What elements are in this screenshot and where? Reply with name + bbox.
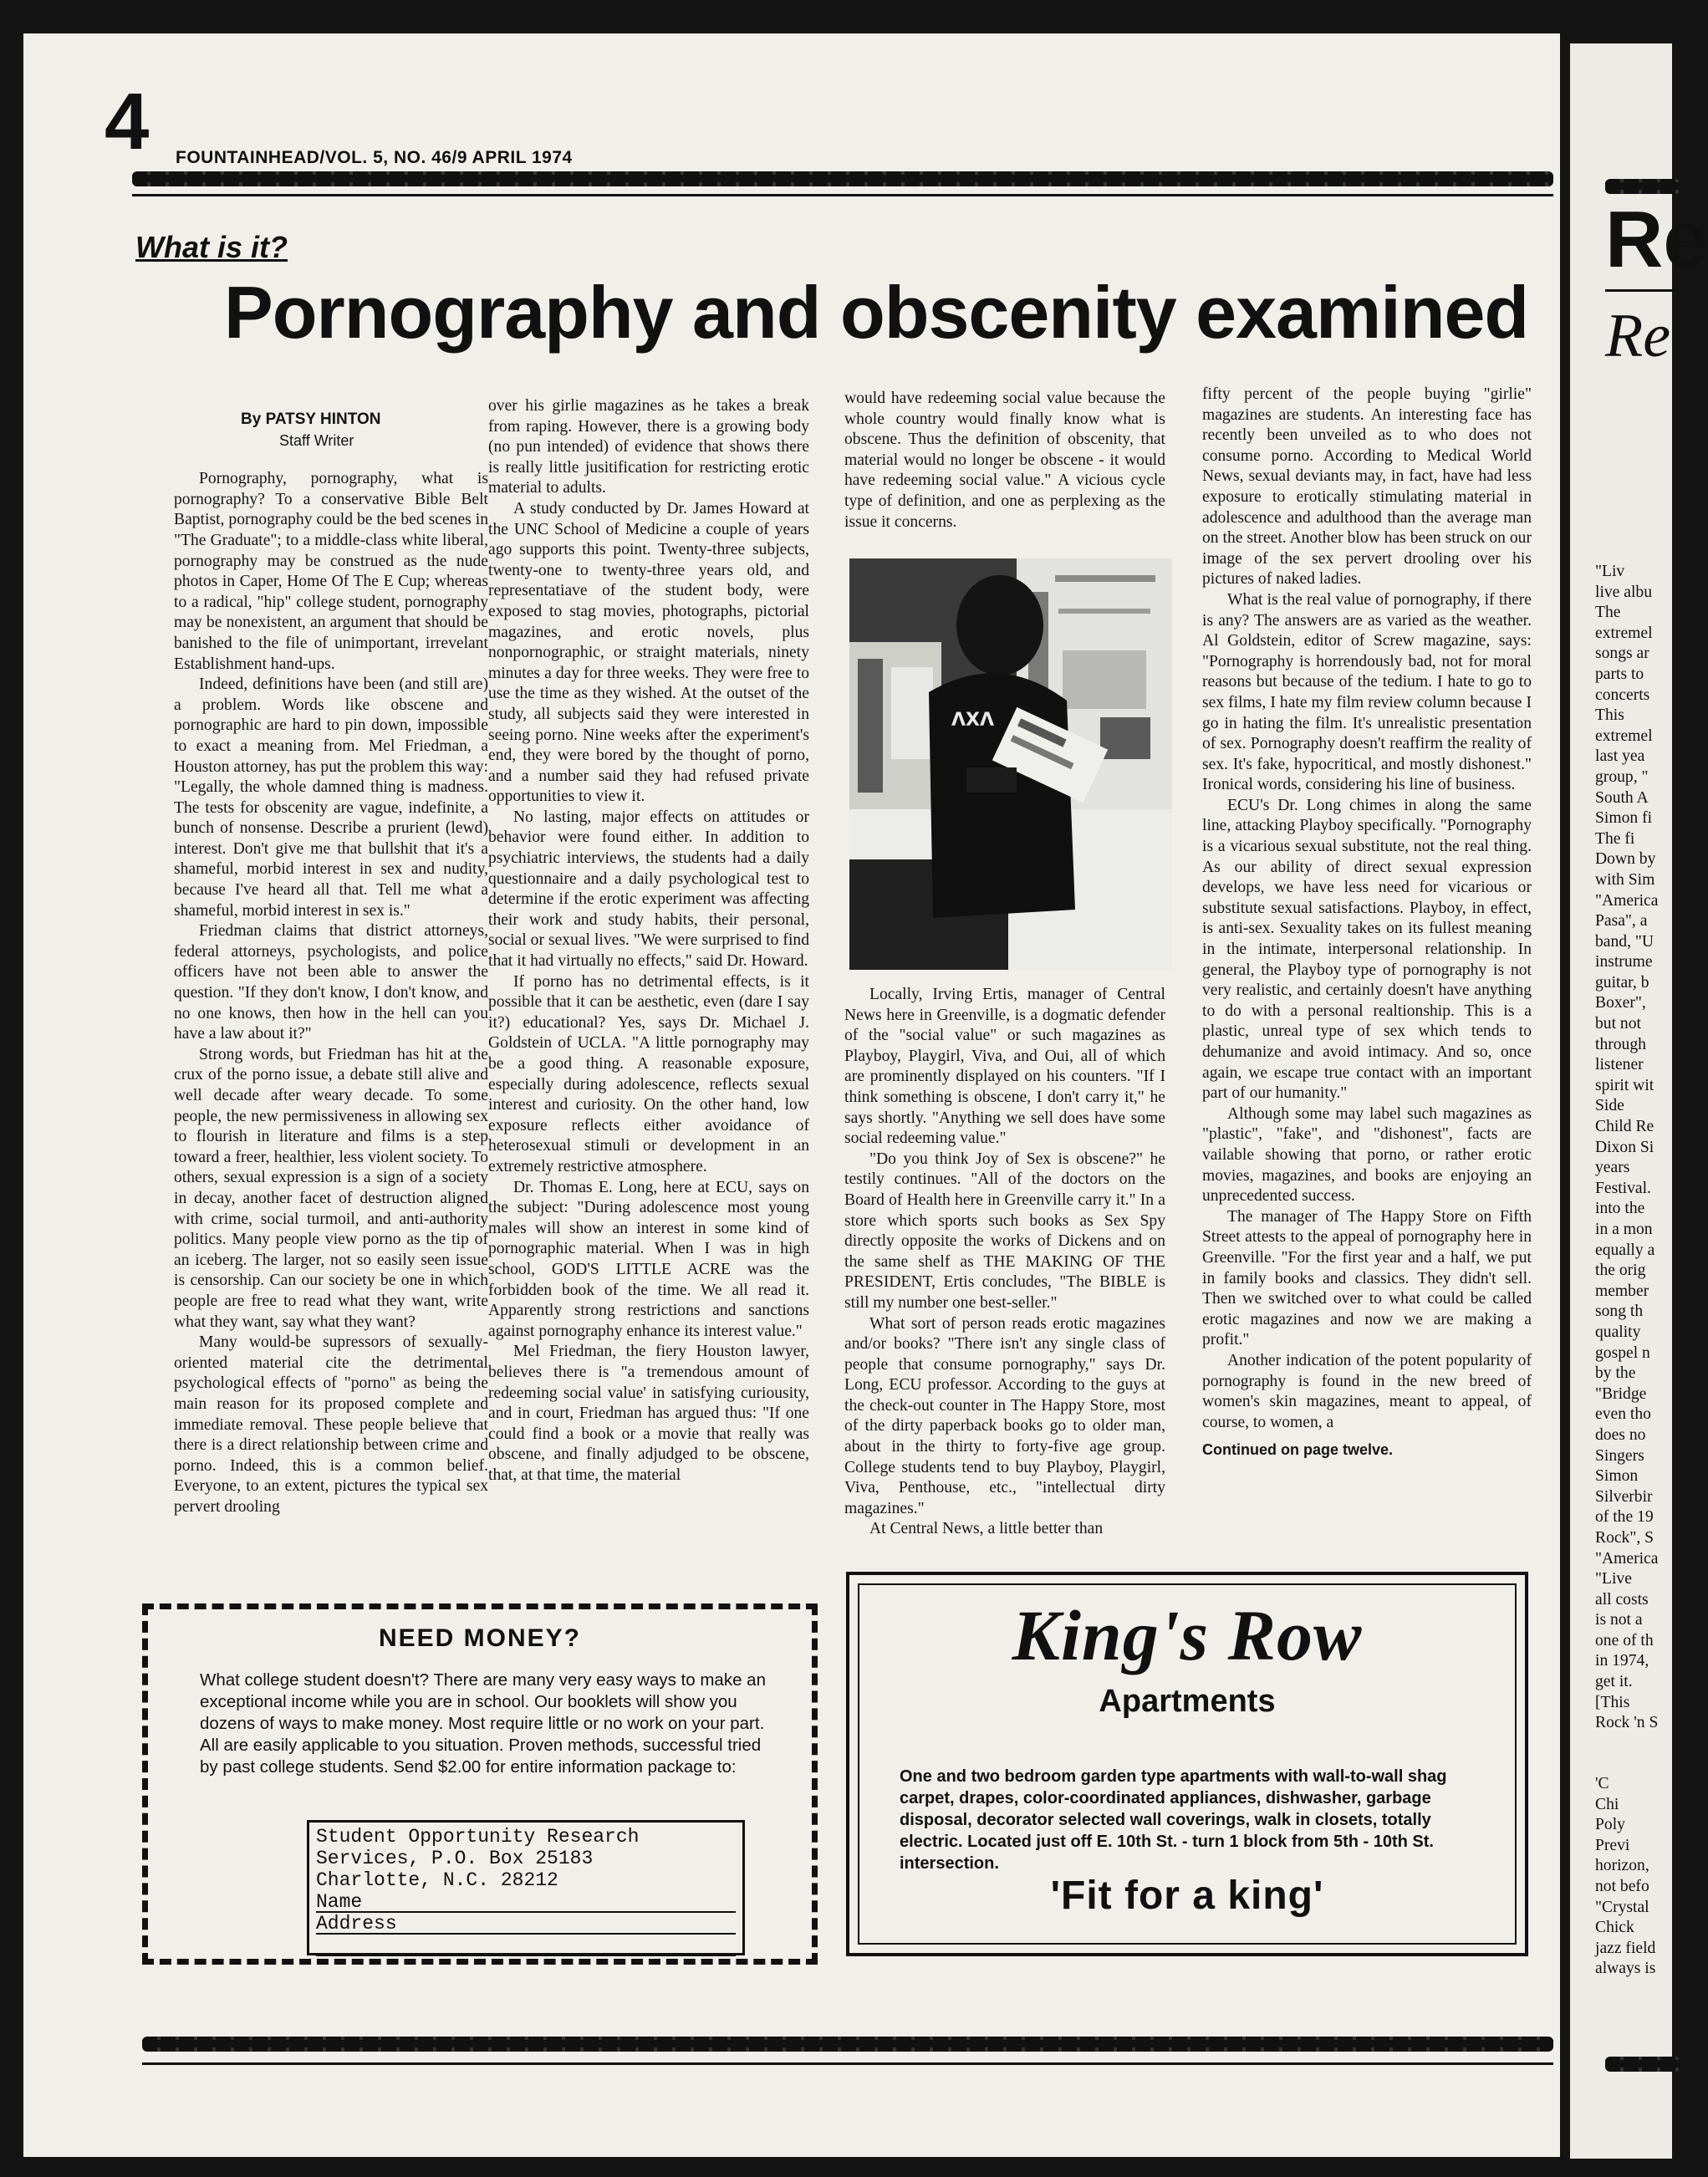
- adjacent-line: get it.: [1595, 1673, 1633, 1691]
- article-column-4: [1202, 385, 1532, 1461]
- adjacent-page-subtitle: Re: [1605, 302, 1671, 370]
- paragraph: Indeed, definitions have been (and still are) a problem. Words like obscene and pornographic are hard to pin down, impossible to exact a meaning from. Mel Friedman, a Houston attorney, has put the problem this way: "Legally, the whole damned thing is madness. The tests for obscenity are vague, indefinite, a bunch of nonsense. Describe a prurient (lewd) interest. Don't give me that bullshit that it's a shameful, morbid interest in sex and nudity, because I've heard all that. Tell me what a shameful, morbid interest in sex is.": [174, 676, 488, 920]
- adjacent-line: guitar, b: [1595, 973, 1649, 992]
- adjacent-page-strip: [1570, 43, 1708, 2159]
- adjacent-line: live albu: [1595, 583, 1653, 601]
- adjacent-line: horizon,: [1595, 1857, 1649, 1875]
- adjacent-line: band, "U: [1595, 932, 1654, 951]
- kings-row-body: One and two bedroom garden type apartments with wall-to-wall shag carpet, drapes, color-coordinated appliances, dishwasher, garbage disposal, decorator selected wall coverings, walk in closets, totally electric. Located just off E. 10th St. - turn 1 block from 5th - 10th St. intersection.: [900, 1767, 1447, 1873]
- adjacent-line: Dixon Si: [1595, 1138, 1654, 1156]
- adjacent-line: 'C: [1595, 1775, 1609, 1792]
- adjacent-line: "Liv: [1595, 563, 1625, 580]
- adjacent-line: The: [1595, 604, 1621, 622]
- adjacent-line: quality: [1595, 1323, 1641, 1341]
- paragraph: Many would-be supressors of sexually-oriented material cite the detrimental psychological effects of "porno" as being the main reason for its proposed complete and immediate removal. These people believe that there is a direct relationship between crime and porno. Indeed, this is a common belief. Everyone, to an extent, pictures the typical sex pervert drooling: [174, 1333, 488, 1516]
- adjacent-line: Rock 'n S: [1595, 1714, 1659, 1732]
- adjacent-line: is not a: [1595, 1611, 1643, 1629]
- paragraph: What is the real value of pornography, if there is any? The answers are as varied as the weather. Al Goldstein, editor of Screw magazine, says: "Pornography is horrendously bad, not for moral reasons but because of the tedium. I hate to go to sex films, I hate my film review column because I go in hating the film. It's unrealistic presentation of sex. Pornography doesn't reaffirm the reality of sex. It's fake, hypocritical, and mostly dishonest." Ironical words, considering his line of business.: [1202, 590, 1532, 794]
- adjacent-line: "America: [1595, 891, 1659, 910]
- masthead: FOUNTAINHEAD/VOL. 5, NO. 46/9 APRIL 1974: [176, 148, 573, 167]
- adjacent-line: Rock", S: [1595, 1528, 1654, 1547]
- byline: By PATSY HINTON: [241, 410, 381, 428]
- adjacent-line: listener: [1595, 1056, 1644, 1074]
- bottom-rule-wavy: [142, 2037, 1553, 2052]
- paragraph: At Central News, a little better than: [869, 1520, 1104, 1538]
- adjacent-line: jazz field: [1595, 1939, 1656, 1957]
- adjacent-line: in a mon: [1595, 1221, 1653, 1238]
- adjacent-page-title: Re: [1605, 195, 1708, 284]
- paragraph: If porno has no detrimental effects, is it possible that it can be aesthetic, even (dare I say it?) educational? Yes, says Dr. Michael J. Goldstein of UCLA. "A little pornography may be a good thing. A reasonable exposure, especially during adolescence, reflects sexual interest and curiosity. On the other hand, low exposure reflects either avoidance of heterosexual stimuli or development in an extremely restrictive atmosphere.: [488, 972, 809, 1175]
- adjacent-line: spirit wit: [1595, 1076, 1654, 1094]
- newspaper-page: [23, 33, 1560, 2157]
- blank-line: [316, 1935, 736, 1956]
- adjacent-line: last yea: [1595, 747, 1645, 766]
- adjacent-line: South A: [1595, 788, 1649, 807]
- article-kicker: What is it?: [135, 230, 288, 264]
- paragraph: Strong words, but Friedman has hit at the crux of the porno issue, a debate still alive and well decade after weary decade. To some people, the new permissiveness in allowing sex to flourish in literature and films is a step toward a freer, healthier, less violent society. To others, sexual expression is a sign of a society in decay, another facet of destruction aligned with crime, social turmoil, and anti-authority politics. Many people view porno as the tip of an iceberg. The larger, not so easily seen issue is censorship. Can our society be one in which people are free to read what they want, write what they want, say what they want?: [174, 1045, 488, 1331]
- adjacent-line: Singers: [1595, 1446, 1644, 1465]
- adjacent-line: song th: [1595, 1303, 1644, 1321]
- adjacent-text-fragments: [1595, 562, 1658, 1734]
- article-photo: [849, 558, 1172, 970]
- adjacent-line: not befo: [1595, 1877, 1649, 1895]
- need-money-body: What college student doesn't? There are many very easy ways to make an exceptional income while you are in school. Our booklets will show you dozens of ways to make money. Most require little or no work on your part. All are easily applicable to you situation. Proven methods, successful tried by past college students. Send $2.00 for entire information package to:: [200, 1670, 766, 1777]
- adjacent-line: even tho: [1595, 1405, 1651, 1424]
- adjacent-line: parts to: [1595, 665, 1644, 683]
- adjacent-line: Simon fi: [1595, 809, 1653, 828]
- paragraph: The manager of The Happy Store on Fifth Street attests to the appeal of pornography here in Greenville. "For the first year and a half, we put in family books and classics. They didn't sell. Then we switched over to what could be called erotic magazines and now we are making a profit.": [1202, 1207, 1532, 1349]
- paragraph: Friedman claims that district attorneys, federal attorneys, psychologists, and police officers have not been able to answer the question. "If they don't know, I don't know, and no one knows, then how in the hell can you have a law about it?": [174, 922, 488, 1043]
- paragraph: Mel Friedman, the fiery Houston lawyer, believes there is "a tremendous amount of redeeming social value' in satisfying curiousity, and in court, Friedman has argued thus: "If one could find a book or a movie that really was obscene, and finally adjudged to be obscene, that, at that time, the material: [488, 1343, 809, 1484]
- article-column-2: [488, 396, 809, 1486]
- adjacent-rule: [1605, 289, 1680, 292]
- adjacent-line: always is: [1595, 1960, 1656, 1978]
- paragraph: No lasting, major effects on attitudes or behavior were found either. In addition to psychiatric interviews, the students had a daily questionnaire and a daily psychological test to determine if the erotic experiment was affecting their work and study habits, their personal, social or sexual lives. "We were surprised to find that it had virtually no effects," said Dr. Howard.: [488, 808, 809, 971]
- paragraph: fifty percent of the people buying "girlie" magazines are students. An interesting face has recently been unveiled as to who does not consume porno. According to Medical World News, sexual deviants may, in fact, have had less exposure to erotically stimulating material in adolescence and adulthood than the average man on the street. Another blow has been struck on our image of the sex pervert drooling over his pictures of naked ladies.: [1202, 385, 1532, 589]
- paragraph: A study conducted by Dr. James Howard at the UNC School of Medicine a couple of years ago supports this point. Twenty-three subjects, twenty-one to twenty-three years old, and representatiave of the student body, were exposed to stag movies, photographs, pictorial magazines, and erotic novels, plus nonpornographic, or straight materials, ninety minutes a day for three weeks. They were free to use the time as they wished. At the outset of the study, all subjects said they were interested in seeing porno. Nine weeks after the experiment's end, they were bored by the thought of porno, and a number said they had refused private opportunities to view it.: [488, 499, 809, 806]
- address-field-label: Address: [316, 1913, 736, 1935]
- adjacent-line: Down by: [1595, 850, 1656, 869]
- byline-role: Staff Writer: [279, 431, 354, 449]
- article-column-3-top: [844, 389, 1165, 561]
- adjacent-line: of the 19: [1595, 1508, 1654, 1527]
- adjacent-line: "Crystal: [1595, 1898, 1649, 1916]
- need-money-title: NEED MONEY?: [378, 1624, 582, 1652]
- paragraph: ECU's Dr. Long chimes in along the same line, attacking Playboy specifically. "Pornography is a vicarious sexual substitute, not the real thing. As our ability of direct sexual expression develops, we have less need for vicarious or substitute sexual satisfactions. Playboy, in effect, is anti-sex. Sexuality takes on its fullest meaning in the intimate, interpersonal relationship. In general, the Playboy type of pornography is not very realistic, and certainly doesn't have anything to do with a personal realtionship. This is a plastic, unreal type of sex which tends to dehumanize and avoid intimacy. And so, once again, we escape true contact with an important part of our humanity.": [1202, 796, 1532, 1103]
- paragraph: over his girlie magazines as he takes a break from raping. However, there is a growing body (no pun intended) of evidence that shows there is really little jusitification for restricting erotic material to adults.: [488, 397, 809, 497]
- adjacent-line: Child Re: [1595, 1118, 1654, 1136]
- article-column-1: [174, 410, 488, 1517]
- adjacent-line: Chick: [1595, 1919, 1634, 1937]
- photo-illustration: [849, 558, 1172, 970]
- adjacent-line: "America: [1595, 1549, 1659, 1568]
- adjacent-line: Poly: [1595, 1816, 1625, 1834]
- adjacent-line: with Sim: [1595, 870, 1655, 889]
- adjacent-line: all costs: [1595, 1590, 1649, 1609]
- kings-row-ad: [846, 1572, 1528, 1956]
- adjacent-text-fragments-2: [1595, 1774, 1655, 1980]
- adjacent-line: Pasa", a: [1595, 912, 1648, 930]
- adjacent-line: [This: [1595, 1693, 1630, 1711]
- adjacent-bottom-rule: [1605, 2057, 1680, 2072]
- address-line-2: Services, P.O. Box 25183: [316, 1848, 594, 1869]
- bottom-rule-thin: [142, 2062, 1553, 2065]
- paragraph: Locally, Irving Ertis, manager of Central News here in Greenville, is a dogmatic defender of the "social value" or such magazines as Playboy, Playgirl, Viva, and Oui, all of which are prominently displayed on his counters. "If I think something is obscene, I don't carry it," he says shortly. "Anything we sell does have some social redeeming value.": [844, 986, 1165, 1148]
- need-money-ad: [142, 1603, 818, 1965]
- paragraph: would have redeeming social value because the whole country would finally know what is obscene. Thus the definition of obscenity, that material would no longer be obscene - it would have redeeming social value." A vicious cycle type of definition, and one as perplexing as the issue it concerns.: [844, 390, 1165, 531]
- adjacent-line: member: [1595, 1282, 1649, 1300]
- adjacent-line: one of th: [1595, 1631, 1654, 1649]
- adjacent-line: instrume: [1595, 953, 1653, 971]
- article-headline: Pornography and obscenity examined: [224, 271, 1529, 354]
- adjacent-line: Chi: [1595, 1795, 1619, 1813]
- adjacent-line: equally a: [1595, 1241, 1655, 1259]
- paragraph: "Do you think Joy of Sex is obscene?" he testily continues. "All of the doctors on the Board of Health here in Greenville carry it." In a store which sports such books as Sex Spy directly opposite the works of Dickens and on the same shelf as THE MAKING OF THE PRESIDENT, Ertis concludes, "The BIBLE is still my number one best-seller.": [844, 1150, 1165, 1312]
- paragraph: What sort of person reads erotic magazines and/or books? "There isn't any single class of people that consume pornography," says Dr. Long, ECU professor. According to the guys at the check-out counter in The Happy Store, most of the dirty paperback books go to older man, about in the thirty to forty-five age group. College students tend to buy Playboy, Playgirl, Viva, Penthouse, etc., "intellectual dirty magazines.": [844, 1314, 1165, 1517]
- adjacent-line: The fi: [1595, 829, 1635, 848]
- page-number: 4: [105, 77, 150, 166]
- adjacent-line: the orig: [1595, 1262, 1646, 1280]
- adjacent-line: Boxer",: [1595, 994, 1646, 1012]
- adjacent-line: Silverbir: [1595, 1487, 1653, 1506]
- adjacent-line: does no: [1595, 1425, 1646, 1444]
- continued-note: Continued on page twelve.: [1202, 1441, 1394, 1459]
- top-rule-wavy: [132, 171, 1553, 186]
- name-field-label: Name: [316, 1891, 736, 1913]
- order-form: [307, 1820, 745, 1955]
- address-line-3: Charlotte, N.C. 28212: [316, 1869, 558, 1891]
- address-line-1: Student Opportunity Research: [316, 1826, 640, 1848]
- adjacent-line: Previ: [1595, 1836, 1630, 1854]
- adjacent-line: songs ar: [1595, 645, 1649, 663]
- adjacent-line: gospel n: [1595, 1343, 1650, 1362]
- adjacent-line: "Bridge: [1595, 1384, 1647, 1403]
- article-column-3-bottom: [844, 985, 1165, 1540]
- paragraph: Another indication of the potent popularity of pornography is found in the new breed of women's skin magazines, meant to appeal, of course, to women, a: [1202, 1351, 1532, 1431]
- adjacent-line: in 1974,: [1595, 1652, 1649, 1670]
- adjacent-line: Simon: [1595, 1467, 1639, 1486]
- kings-row-subtitle: Apartments: [1099, 1684, 1276, 1719]
- adjacent-line: into the: [1595, 1200, 1645, 1218]
- adjacent-line: through: [1595, 1035, 1646, 1053]
- adjacent-line: "Live: [1595, 1570, 1632, 1588]
- adjacent-line: extremel: [1595, 727, 1653, 745]
- adjacent-line: Side: [1595, 1097, 1624, 1115]
- adjacent-line: group, ": [1595, 767, 1649, 786]
- adjacent-line: years: [1595, 1159, 1630, 1177]
- kings-row-brand: King's Row: [1012, 1595, 1363, 1675]
- kings-row-tagline: 'Fit for a king': [1050, 1874, 1324, 1918]
- adjacent-line: This: [1595, 706, 1624, 725]
- adjacent-line: but not: [1595, 1015, 1641, 1033]
- paragraph: Pornography, pornography, what is pornography? To a conservative Bible Belt Baptist, pornography could be the bed scenes in "The Graduate"; to a middle-class white liberal, pornography may be construed as the nude photos in Caper, Home Of The E Cup; whereas to a radical, "hip" college student, pornography may be nonexistent, an argument that should be banished to the file of unimportant, irrevelant Establishment hand-ups.: [174, 470, 488, 673]
- paragraph: Dr. Thomas E. Long, here at ECU, says on the subject: "During adolescence most young males will show an interest in some kind of pornographic material. When I was in high school, GOD'S LITTLE ACRE was the forbidden book of the time. We all read it. Apparently strong restrictions and sanctions against pornography enhance its interest value.": [488, 1178, 809, 1340]
- adjacent-top-rule: [1605, 179, 1680, 194]
- adjacent-line: by the: [1595, 1364, 1636, 1383]
- top-rule-thin: [132, 194, 1553, 196]
- photo-shirt-letters: ΛΧΛ: [951, 710, 995, 731]
- adjacent-line: Festival.: [1595, 1179, 1651, 1197]
- adjacent-line: concerts: [1595, 686, 1650, 704]
- adjacent-line: extremel: [1595, 624, 1653, 642]
- paragraph: Although some may label such magazines as "plastic", "fake", and "dishonest", facts are vailable showing that porno, or rather erotic movies, magazines, and books are enjoying an unprecedented success.: [1202, 1104, 1532, 1206]
